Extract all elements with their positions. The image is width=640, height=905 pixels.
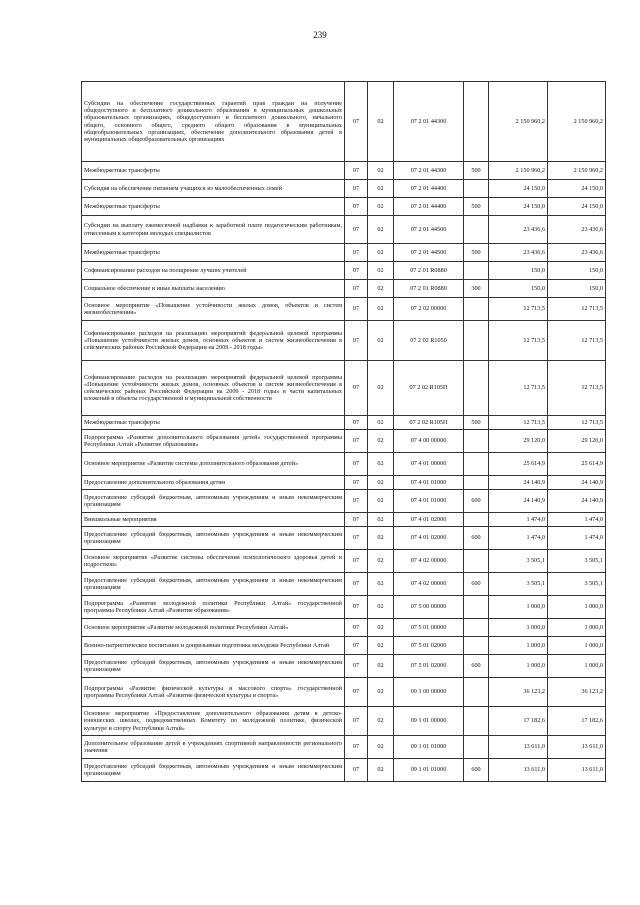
- cell-section: 07: [345, 162, 368, 180]
- cell-expense-type: [464, 298, 489, 321]
- cell-expense-type: [464, 361, 489, 416]
- cell-target-article: 07 5 00 00000: [394, 596, 464, 619]
- cell-section: 07: [345, 490, 368, 513]
- cell-amount-2: 23 436,6: [548, 244, 606, 262]
- cell-target-article: 07 2 01 44400: [394, 198, 464, 216]
- cell-name: Софинансирование расходов на реализацию мероприятий федеральной целевой программы «Повышение устойчивости жилых домов, основных объектов и систем жизнеобеспечения в сейсмических районах Российской Федерации на 2009 - 2018 годы» в части капитальных вложений в объекты государственной и муниципальной собственности: [82, 361, 345, 416]
- cell-name: Основное мероприятие «Предоставление дополнительного образования детям в детско-юношеских школах, подведомственных Комитету по молодежной политике, физической культуре и спорту Республики Алтай»: [82, 707, 345, 736]
- cell-section: 07: [345, 513, 368, 527]
- cell-amount-2: 1 000,0: [548, 619, 606, 637]
- cell-name: Межбюджетные трансферты: [82, 416, 345, 430]
- cell-expense-type: [464, 736, 489, 759]
- cell-amount-1: 24 140,9: [489, 490, 548, 513]
- cell-section: 07: [345, 707, 368, 736]
- cell-subsection: 02: [368, 280, 394, 298]
- cell-expense-type: 500: [464, 198, 489, 216]
- cell-expense-type: 600: [464, 490, 489, 513]
- cell-name: Субсидии на выплату ежемесячной надбавки к заработной плате педагогическим работникам, отнесенным к категории молодых специалистов: [82, 216, 345, 244]
- cell-expense-type: 500: [464, 162, 489, 180]
- cell-name: Предоставление субсидий бюджетным, автономным учреждениям и иным некоммерческим организациям: [82, 527, 345, 550]
- table-row: [82, 298, 606, 321]
- cell-section: 07: [345, 280, 368, 298]
- cell-subsection: 02: [368, 550, 394, 573]
- cell-amount-2: 150,0: [548, 280, 606, 298]
- cell-expense-type: [464, 321, 489, 361]
- cell-target-article: 07 4 02 00000: [394, 573, 464, 596]
- cell-subsection: 02: [368, 476, 394, 490]
- table-row: [82, 637, 606, 655]
- cell-subsection: 02: [368, 619, 394, 637]
- cell-section: 07: [345, 678, 368, 707]
- cell-expense-type: 600: [464, 759, 489, 782]
- cell-section: 07: [345, 453, 368, 476]
- cell-amount-2: 13 611,0: [548, 759, 606, 782]
- cell-target-article: 07 2 01 44400: [394, 180, 464, 198]
- cell-name: Подпрограмма «Развитие дополнительного образования детей» государственной программы Республики Алтай «Развитие образования»: [82, 430, 345, 453]
- cell-amount-1: 12 713,5: [489, 321, 548, 361]
- cell-amount-1: 23 436,6: [489, 244, 548, 262]
- cell-amount-2: 150,0: [548, 262, 606, 280]
- cell-amount-2: 13 611,0: [548, 736, 606, 759]
- cell-section: 07: [345, 550, 368, 573]
- cell-amount-2: 1 000,0: [548, 596, 606, 619]
- cell-name: Предоставление дополнительного образования детям: [82, 476, 345, 490]
- cell-amount-2: 2 150 960,2: [548, 82, 606, 162]
- cell-subsection: 02: [368, 573, 394, 596]
- cell-target-article: 07 2 01 44300: [394, 162, 464, 180]
- cell-name: Подпрограмма «Развитие физической культуры и массового спорта» государственной программы Республики Алтай «Развитие физической культуры и спорта»: [82, 678, 345, 707]
- cell-target-article: 07 4 02 00000: [394, 550, 464, 573]
- cell-target-article: 09 1 00 00000: [394, 678, 464, 707]
- cell-expense-type: 500: [464, 416, 489, 430]
- cell-subsection: 02: [368, 596, 394, 619]
- cell-amount-1: 1 474,0: [489, 513, 548, 527]
- table-row: [82, 262, 606, 280]
- cell-subsection: 02: [368, 361, 394, 416]
- cell-target-article: 07 4 01 01000: [394, 490, 464, 513]
- cell-section: 07: [345, 216, 368, 244]
- table-row: [82, 678, 606, 707]
- cell-target-article: 07 5 01 02000: [394, 637, 464, 655]
- cell-subsection: 02: [368, 527, 394, 550]
- cell-amount-1: 36 123,2: [489, 678, 548, 707]
- cell-name: Субсидии на обеспечение государственных гарантий прав граждан на получение общедоступного и бесплатного дошкольного образования в муниципальных дошкольных образовательных организациях, общедоступного и бесплатного дошкольного, начального общего, основного общего, среднего общего образования в муниципальных общеобразовательных организациях, обеспечение дополнительного образования детей в муниципальных общеобразовательных организациях: [82, 82, 345, 162]
- cell-amount-1: 24 150,0: [489, 180, 548, 198]
- cell-amount-1: 29 120,0: [489, 430, 548, 453]
- cell-name: Софинансирование расходов на поощрение лучших учителей: [82, 262, 345, 280]
- cell-target-article: 07 2 02 R105П: [394, 416, 464, 430]
- cell-subsection: 02: [368, 453, 394, 476]
- cell-target-article: 07 2 01 R0880: [394, 262, 464, 280]
- table-row: [82, 361, 606, 416]
- cell-subsection: 02: [368, 759, 394, 782]
- cell-target-article: 07 2 01 R0880: [394, 280, 464, 298]
- cell-amount-1: 13 611,0: [489, 759, 548, 782]
- cell-expense-type: [464, 678, 489, 707]
- table-row: [82, 513, 606, 527]
- table-row: [82, 619, 606, 637]
- cell-amount-2: 12 713,5: [548, 416, 606, 430]
- cell-name: Предоставление субсидий бюджетным, автономным учреждениям и иным некоммерческим организациям: [82, 490, 345, 513]
- cell-name: Софинансирование расходов на реализацию мероприятий федеральной целевой программы «Повышение устойчивости жилых домов, основных объектов и систем жизнеобеспечения в сейсмических районах Российской Федерации на 2009 - 2018 годы»: [82, 321, 345, 361]
- cell-amount-2: 3 505,1: [548, 573, 606, 596]
- cell-expense-type: [464, 476, 489, 490]
- cell-amount-2: 24 150,0: [548, 198, 606, 216]
- cell-amount-2: 1 474,0: [548, 527, 606, 550]
- cell-amount-1: 17 182,6: [489, 707, 548, 736]
- table-row: [82, 430, 606, 453]
- cell-expense-type: [464, 513, 489, 527]
- cell-target-article: 09 1 01 01000: [394, 736, 464, 759]
- cell-subsection: 02: [368, 321, 394, 361]
- cell-name: Межбюджетные трансферты: [82, 162, 345, 180]
- cell-section: 07: [345, 416, 368, 430]
- cell-subsection: 02: [368, 513, 394, 527]
- cell-subsection: 02: [368, 198, 394, 216]
- table-row: [82, 280, 606, 298]
- cell-expense-type: [464, 82, 489, 162]
- cell-amount-1: 2 150 960,2: [489, 162, 548, 180]
- cell-subsection: 02: [368, 82, 394, 162]
- cell-expense-type: 600: [464, 655, 489, 678]
- table-row: [82, 476, 606, 490]
- cell-amount-2: 36 123,2: [548, 678, 606, 707]
- table-row: [82, 216, 606, 244]
- budget-table: [81, 81, 606, 782]
- cell-expense-type: 500: [464, 244, 489, 262]
- cell-amount-1: 24 150,0: [489, 198, 548, 216]
- cell-name: Основное мероприятие «Повышение устойчивости жилых домов, объектов и систем жизнеобеспечения»: [82, 298, 345, 321]
- cell-target-article: 07 2 01 44300: [394, 82, 464, 162]
- cell-expense-type: [464, 619, 489, 637]
- cell-expense-type: [464, 262, 489, 280]
- cell-amount-1: 25 614,9: [489, 453, 548, 476]
- cell-target-article: 07 2 02 R105П: [394, 361, 464, 416]
- cell-target-article: 07 4 01 01000: [394, 476, 464, 490]
- cell-amount-2: 1 474,0: [548, 513, 606, 527]
- cell-amount-2: 12 713,5: [548, 298, 606, 321]
- cell-amount-2: 24 140,9: [548, 490, 606, 513]
- cell-subsection: 02: [368, 262, 394, 280]
- cell-expense-type: [464, 430, 489, 453]
- cell-name: Основное мероприятие «Развитие молодежной политики Республики Алтай»: [82, 619, 345, 637]
- cell-target-article: 07 4 01 02000: [394, 527, 464, 550]
- cell-target-article: 07 2 01 44500: [394, 216, 464, 244]
- cell-target-article: 07 4 01 02000: [394, 513, 464, 527]
- cell-section: 07: [345, 82, 368, 162]
- cell-subsection: 02: [368, 244, 394, 262]
- cell-expense-type: [464, 707, 489, 736]
- cell-section: 07: [345, 759, 368, 782]
- cell-amount-1: 24 140,9: [489, 476, 548, 490]
- cell-name: Основное мероприятие «Развитие системы обеспечения психологического здоровья детей и подростков»: [82, 550, 345, 573]
- cell-amount-1: 1 474,0: [489, 527, 548, 550]
- cell-name: Подпрограмма «Развитие молодежной политики Республики Алтай» государственной программы Республики Алтай «Развитие образования»: [82, 596, 345, 619]
- cell-amount-2: 24 150,0: [548, 180, 606, 198]
- cell-target-article: 07 5 01 02000: [394, 655, 464, 678]
- cell-expense-type: 600: [464, 573, 489, 596]
- cell-subsection: 02: [368, 180, 394, 198]
- cell-amount-1: 12 713,5: [489, 298, 548, 321]
- table-row: [82, 162, 606, 180]
- table-row: [82, 759, 606, 782]
- cell-expense-type: 300: [464, 280, 489, 298]
- cell-section: 07: [345, 527, 368, 550]
- table-row: [82, 244, 606, 262]
- cell-target-article: 09 1 01 01000: [394, 759, 464, 782]
- cell-amount-2: 2 150 960,2: [548, 162, 606, 180]
- cell-amount-1: 150,0: [489, 262, 548, 280]
- cell-expense-type: [464, 550, 489, 573]
- table-row: [82, 453, 606, 476]
- page-number: 239: [313, 30, 327, 40]
- cell-name: Дополнительное образование детей в учреждениях спортивной направленности регионального значения: [82, 736, 345, 759]
- cell-expense-type: 600: [464, 527, 489, 550]
- cell-amount-2: 1 000,0: [548, 637, 606, 655]
- table-row: [82, 180, 606, 198]
- table-row: [82, 527, 606, 550]
- cell-section: 07: [345, 573, 368, 596]
- table-row: [82, 573, 606, 596]
- cell-amount-1: 2 150 960,2: [489, 82, 548, 162]
- cell-section: 07: [345, 476, 368, 490]
- cell-amount-1: 3 505,1: [489, 550, 548, 573]
- cell-amount-2: 23 436,6: [548, 216, 606, 244]
- cell-name: Предоставление субсидий бюджетным, автономным учреждениям и иным некоммерческим организациям: [82, 759, 345, 782]
- cell-name: Основное мероприятие «Развитие системы дополнительного образования детей»: [82, 453, 345, 476]
- cell-amount-1: 1 000,0: [489, 637, 548, 655]
- cell-amount-1: 12 713,5: [489, 361, 548, 416]
- cell-section: 07: [345, 655, 368, 678]
- cell-amount-1: 1 000,0: [489, 655, 548, 678]
- cell-subsection: 02: [368, 430, 394, 453]
- cell-section: 07: [345, 430, 368, 453]
- cell-subsection: 02: [368, 298, 394, 321]
- table-row: [82, 550, 606, 573]
- cell-subsection: 02: [368, 490, 394, 513]
- cell-target-article: 07 2 02 00000: [394, 298, 464, 321]
- cell-name: Межбюджетные трансферты: [82, 198, 345, 216]
- cell-section: 07: [345, 637, 368, 655]
- cell-target-article: 07 4 01 00000: [394, 453, 464, 476]
- cell-amount-1: 23 436,6: [489, 216, 548, 244]
- cell-section: 07: [345, 736, 368, 759]
- table-row: [82, 416, 606, 430]
- cell-expense-type: [464, 453, 489, 476]
- cell-name: Предоставление субсидий бюджетным, автономным учреждениям и иным некоммерческим организациям: [82, 655, 345, 678]
- cell-expense-type: [464, 596, 489, 619]
- cell-subsection: 02: [368, 678, 394, 707]
- cell-amount-2: 17 182,6: [548, 707, 606, 736]
- cell-expense-type: [464, 180, 489, 198]
- cell-amount-1: 150,0: [489, 280, 548, 298]
- table-row: [82, 655, 606, 678]
- table-row: [82, 198, 606, 216]
- cell-section: 07: [345, 321, 368, 361]
- cell-section: 07: [345, 198, 368, 216]
- table-row: [82, 707, 606, 736]
- cell-section: 07: [345, 596, 368, 619]
- cell-expense-type: [464, 637, 489, 655]
- cell-name: Социальное обеспечение и иные выплаты населению: [82, 280, 345, 298]
- cell-amount-1: 1 000,0: [489, 619, 548, 637]
- cell-amount-2: 25 614,9: [548, 453, 606, 476]
- cell-amount-1: 12 713,5: [489, 416, 548, 430]
- cell-name: Предоставление субсидий бюджетным, автономным учреждениям и иным некоммерческим организациям: [82, 573, 345, 596]
- cell-target-article: 07 2 02 R1050: [394, 321, 464, 361]
- cell-section: 07: [345, 244, 368, 262]
- cell-target-article: 07 2 01 44500: [394, 244, 464, 262]
- cell-subsection: 02: [368, 637, 394, 655]
- table-row: [82, 321, 606, 361]
- cell-expense-type: [464, 216, 489, 244]
- cell-target-article: 07 4 00 00000: [394, 430, 464, 453]
- cell-amount-2: 12 713,5: [548, 321, 606, 361]
- cell-subsection: 02: [368, 416, 394, 430]
- cell-subsection: 02: [368, 655, 394, 678]
- cell-name: Военно-патриотическое воспитание и допризывная подготовка молодежи Республики Алтай: [82, 637, 345, 655]
- cell-subsection: 02: [368, 736, 394, 759]
- cell-amount-2: 12 713,5: [548, 361, 606, 416]
- cell-amount-2: 24 140,9: [548, 476, 606, 490]
- table-row: [82, 490, 606, 513]
- cell-subsection: 02: [368, 707, 394, 736]
- cell-amount-2: 1 000,0: [548, 655, 606, 678]
- cell-name: Внешкольные мероприятия: [82, 513, 345, 527]
- cell-amount-2: 3 505,1: [548, 550, 606, 573]
- cell-amount-2: 29 120,0: [548, 430, 606, 453]
- cell-section: 07: [345, 262, 368, 280]
- cell-name: Субсидия на обеспечение питанием учащихся из малообеспеченных семей: [82, 180, 345, 198]
- cell-subsection: 02: [368, 216, 394, 244]
- cell-target-article: 07 5 01 00000: [394, 619, 464, 637]
- cell-section: 07: [345, 298, 368, 321]
- cell-section: 07: [345, 619, 368, 637]
- cell-subsection: 02: [368, 162, 394, 180]
- cell-section: 07: [345, 361, 368, 416]
- cell-target-article: 09 1 01 00000: [394, 707, 464, 736]
- cell-name: Межбюджетные трансферты: [82, 244, 345, 262]
- table-body: [82, 82, 606, 782]
- cell-amount-1: 1 000,0: [489, 596, 548, 619]
- table-row: [82, 596, 606, 619]
- cell-section: 07: [345, 180, 368, 198]
- cell-amount-1: 13 611,0: [489, 736, 548, 759]
- cell-amount-1: 3 505,1: [489, 573, 548, 596]
- table-row: [82, 736, 606, 759]
- table-row: [82, 82, 606, 162]
